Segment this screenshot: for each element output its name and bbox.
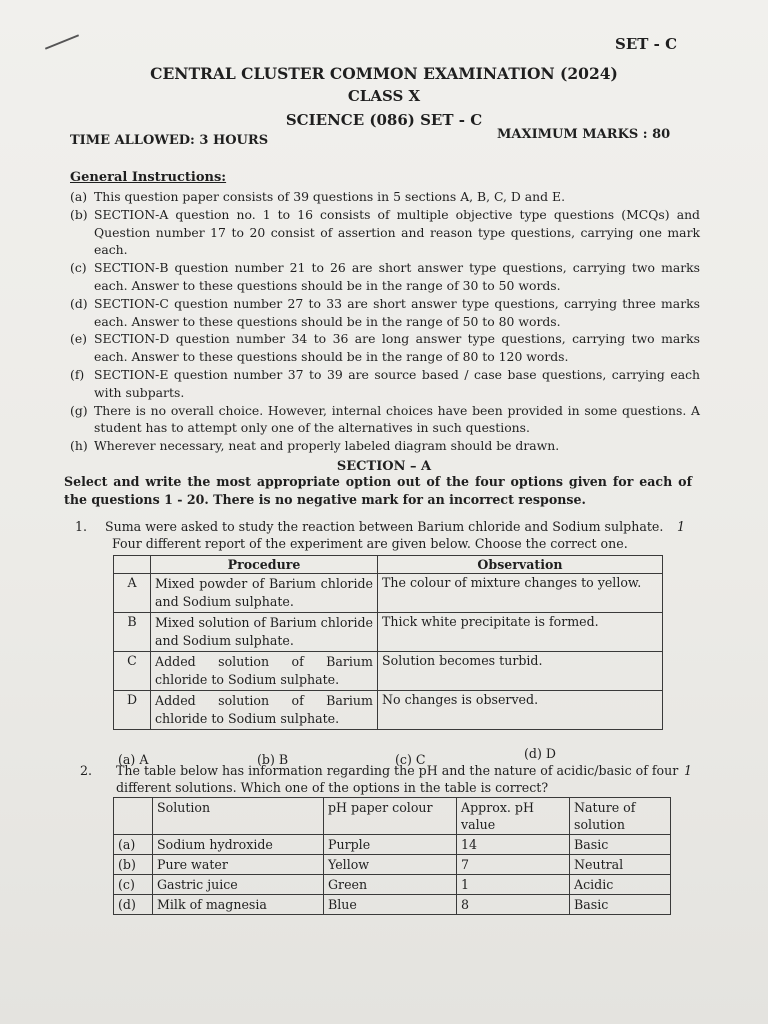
exam-title: CENTRAL CLUSTER COMMON EXAMINATION (2024) <box>150 64 618 83</box>
class-title: CLASS X <box>347 87 421 105</box>
question-marks: 1 <box>676 519 685 534</box>
table-header: Observation <box>378 556 663 574</box>
question-text: Suma were asked to study the reaction between Barium chloride and Sodium sulphate. <box>105 519 664 534</box>
instruction-item: (e) SECTION-D question number 34 to 36 are long answer type questions, carrying two marks each. Answer to these questions should be in the range of 80 to 120 words. <box>70 331 700 365</box>
q1-table <box>113 555 663 730</box>
table-row: (b) Pure water Yellow 7 Neutral <box>114 855 671 875</box>
instruction-item: (a) This question paper consists of 39 questions in 5 sections A, B, C, D and E. <box>70 189 566 204</box>
question-1 <box>75 518 685 552</box>
table-row: B Mixed solution of Barium chloride and Sodium sulphate. Thick white precipitate is formed. <box>114 613 663 652</box>
table-row: A Mixed powder of Barium chloride and Sodium sulphate. The colour of mixture changes to yellow. <box>114 574 663 613</box>
table-row: (d) Milk of magnesia Blue 8 Basic <box>114 895 671 915</box>
section-a-directions: Select and write the most appropriate option out of the four options given for each of the questions 1 - 20. There is no negative mark for an incorrect response. <box>64 474 692 507</box>
question-number: 1. <box>75 519 88 534</box>
maximum-marks: MAXIMUM MARKS : 80 <box>497 127 671 142</box>
instructions-heading: General Instructions: <box>70 170 227 185</box>
question-number: 2. <box>80 763 93 778</box>
option-b: (b) B <box>257 752 289 767</box>
instruction-item: (b) SECTION-A question no. 1 to 16 consists of multiple objective type questions (MCQs) and Question number 17 to 20 consist of assertion and reason type questions, carrying one mark each. <box>70 206 700 258</box>
table-row: (c) Gastric juice Green 1 Acidic <box>114 875 671 895</box>
option-c: (c) C <box>395 752 426 767</box>
question-text: The table below has information regarding the pH and the nature of acidic/basic of four <box>116 763 679 778</box>
instruction-item: (h) Wherever necessary, neat and properly labeled diagram should be drawn. <box>70 438 560 454</box>
table-row: D Added solution of Barium chloride to Sodium sulphate. No changes is observed. <box>114 691 663 730</box>
table-row: C Added solution of Barium chloride to Sodium sulphate. Solution becomes turbid. <box>114 652 663 691</box>
section-a-heading: SECTION – A <box>336 459 432 474</box>
table-header: Procedure <box>151 556 378 574</box>
table-header-row <box>114 556 663 574</box>
set-label: SET - C <box>615 35 678 53</box>
table-row: (a) Sodium hydroxide Purple 14 Basic <box>114 835 671 855</box>
question-text-2: Four different report of the experiment are given below. Choose the correct one. <box>112 536 628 551</box>
table-header-row: Solution pH paper colour Approx. pH value Nature of solution <box>114 798 671 835</box>
time-allowed: TIME ALLOWED: 3 HOURS <box>70 133 269 148</box>
pen-mark <box>45 34 79 49</box>
option-a: (a) A <box>118 752 149 767</box>
instruction-item: (g) There is no overall choice. However, internal choices have been provided in some questions. A student has to attempt only one of the alternatives in such questions. <box>70 402 700 436</box>
instruction-item: (c) SECTION-B question number 21 to 26 are short answer type questions, carrying two marks each. Answer to these questions should be in the range of 30 to 50 words. <box>70 260 700 293</box>
question-2 <box>80 762 692 796</box>
instruction-item: (f) SECTION-E question number 37 to 39 are source based / case base questions, carrying each with subparts. <box>70 366 700 400</box>
subject-title: SCIENCE (086) SET - C <box>285 111 483 129</box>
instruction-item: (d) SECTION-C question number 27 to 33 are short answer type questions, carrying three marks each. Answer to these questions should be in the range of 50 to 80 words. <box>70 295 700 329</box>
question-text-2: different solutions. Which one of the options in the table is correct? <box>116 780 549 795</box>
q2-table <box>113 797 671 915</box>
question-marks: 1 <box>683 763 692 778</box>
instructions-list <box>70 188 700 455</box>
option-d: (d) D <box>524 746 556 761</box>
